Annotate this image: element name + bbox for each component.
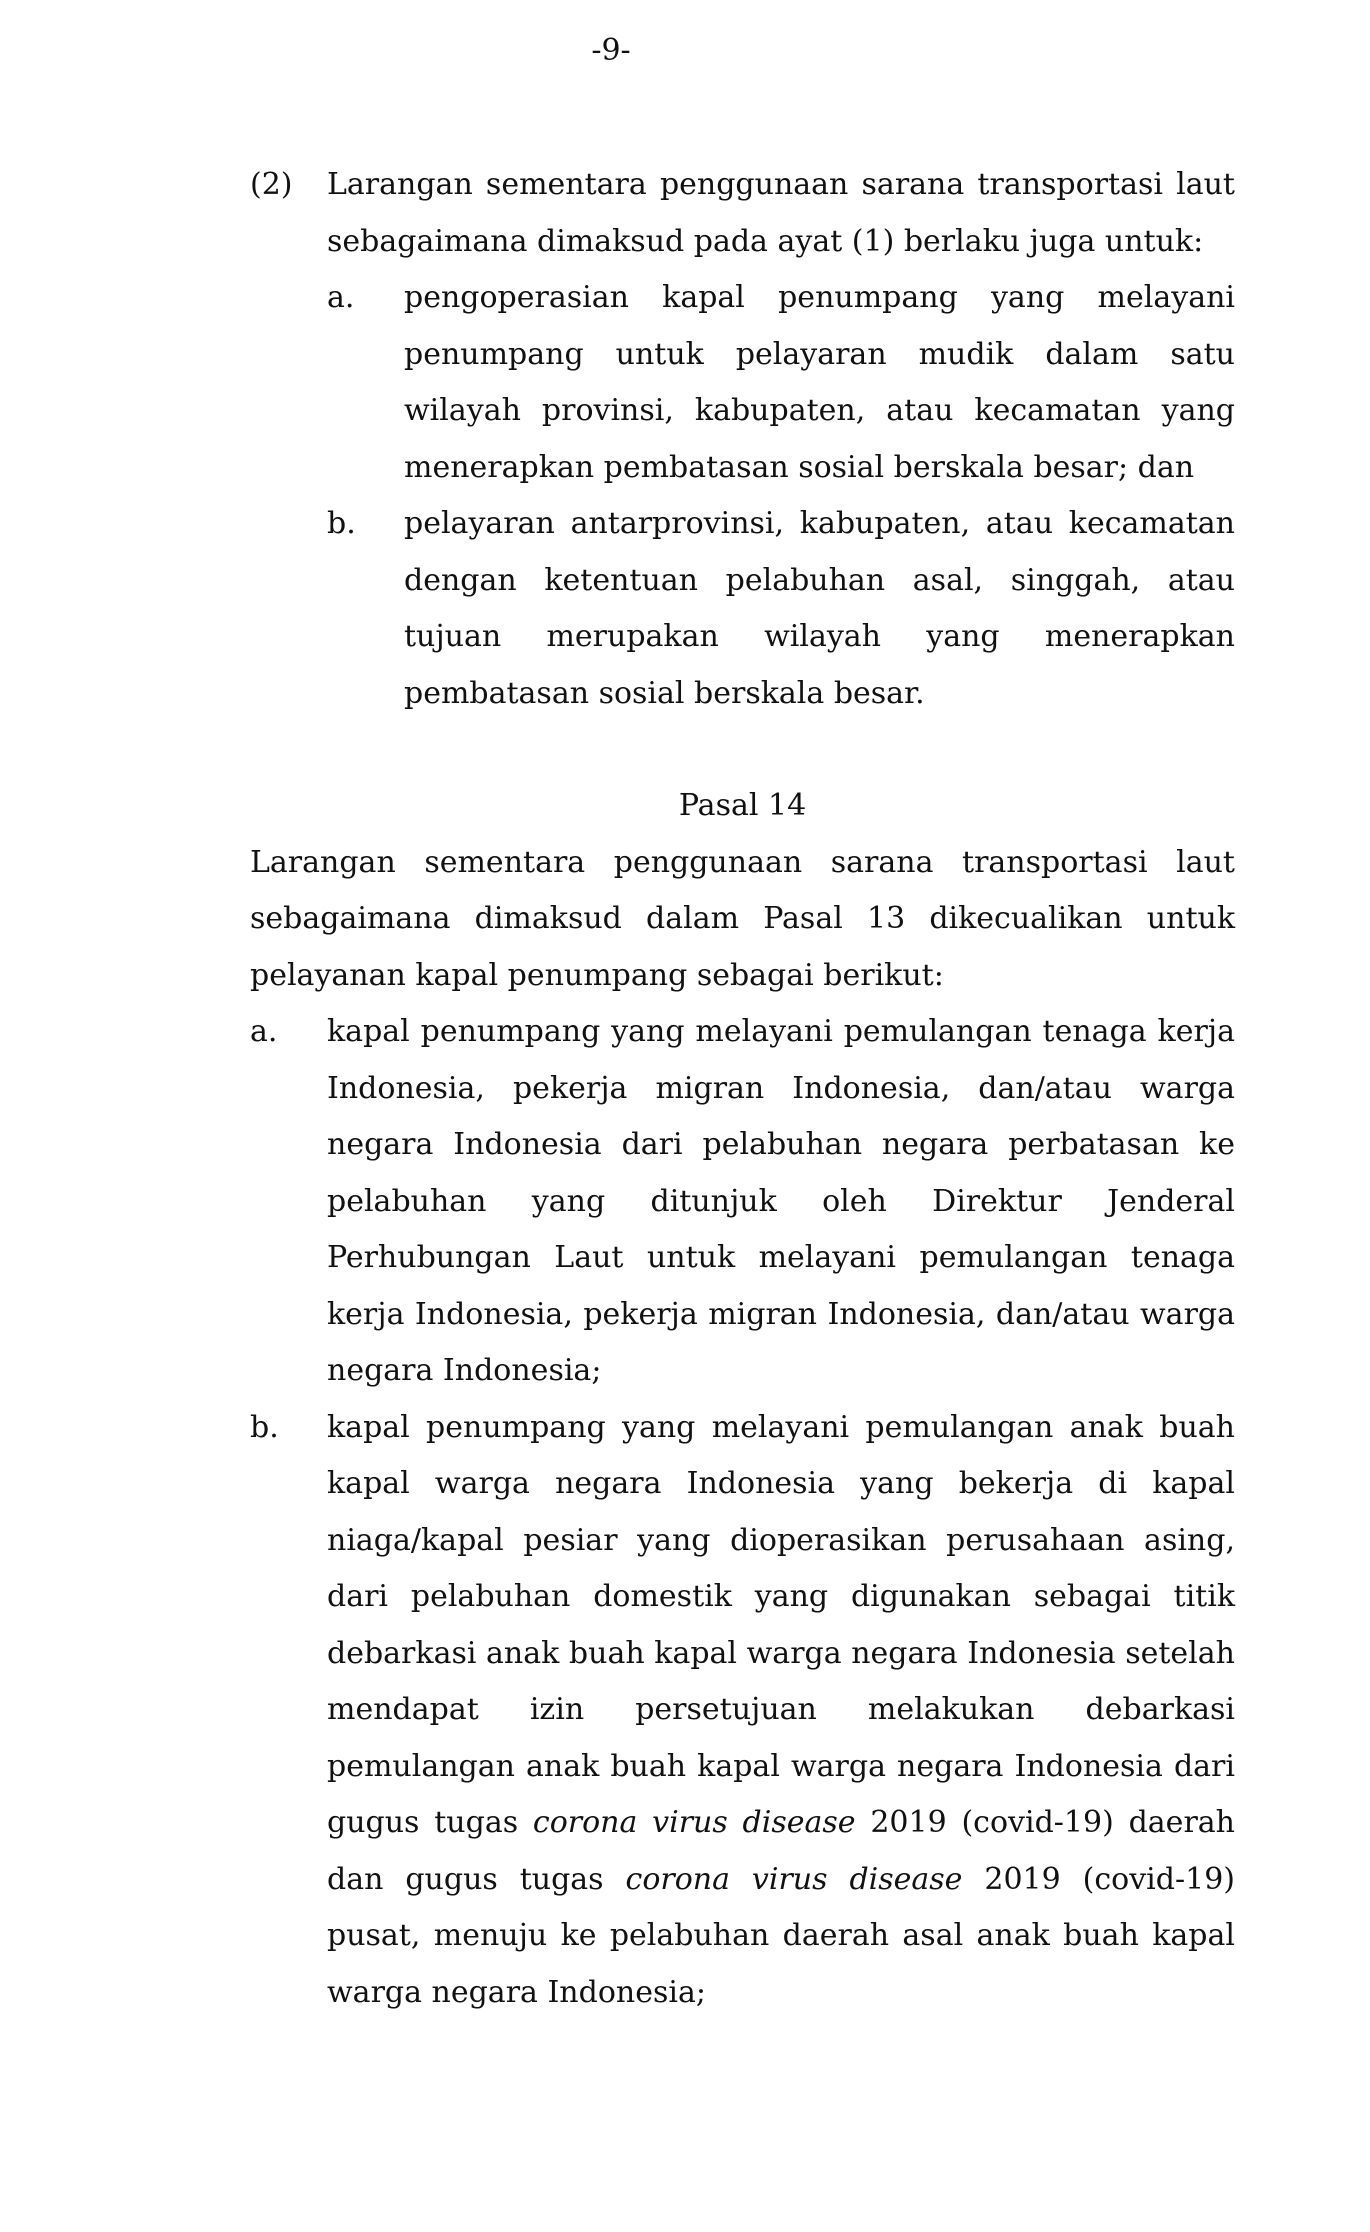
document-body [250, 157, 1235, 2021]
ayat-2-list [327, 270, 1235, 722]
ayat-2-item-b [327, 496, 1235, 722]
ayat-2-item-a-marker: a. [327, 280, 355, 315]
pasal-14-item-a-text: kapal penumpang yang melayani pemulangan tenaga kerja Indonesia, pekerja migran Indonesia, dan/atau warga negara Indonesia dari pelabuhan negara perbatasan ke pelabuhan yang ditunjuk oleh Direktur Jenderal Perhubungan Laut untuk melayani pemulangan tenaga kerja Indonesia, pekerja migran Indonesia, dan/atau warga negara Indonesia; [327, 1014, 1235, 1388]
pasal-14-item-b-text [327, 1400, 1235, 2022]
ayat-2-item-b-text: pelayaran antarprovinsi, kabupaten, atau kecamatan dengan ketentuan pelabuhan asal, singgah, atau tujuan merupakan wilayah yang menerapkan pembatasan sosial berskala besar. [404, 506, 1235, 711]
ayat-2-text: Larangan sementara penggunaan sarana transportasi laut sebagaimana dimaksud pada ayat (1) berlaku juga untuk: [327, 167, 1235, 259]
item-b-italic-1: corona virus disease [532, 1805, 856, 1840]
ayat-2-item-b-marker: b. [327, 506, 356, 541]
ayat-2-item-a-text: pengoperasian kapal penumpang yang melayani penumpang untuk pelayaran mudik dalam satu wilayah provinsi, kabupaten, atau kecamatan yang menerapkan pembatasan sosial berskala besar; dan [404, 280, 1235, 485]
item-b-part-3: 2019 (covid-19) pusat, menuju ke pelabuhan daerah asal anak buah kapal warga negara Indonesia; [327, 1861, 1235, 2010]
pasal-14-item-a-marker: a. [250, 1014, 278, 1049]
ayat-2 [250, 157, 1235, 270]
ayat-2-item-a [327, 270, 1235, 496]
item-b-part-1: kapal penumpang yang melayani pemulangan anak buah kapal warga negara Indonesia yang bekerja di kapal niaga/kapal pesiar yang dioperasikan perusahaan asing, dari pelabuhan domestik yang digunakan sebagai titik debarkasi anak buah kapal warga negara Indonesia setelah mendapat izin persetujuan melakukan debarkasi pemulangan anak buah kapal warga negara Indonesia dari gugus tugas [327, 1409, 1235, 1840]
pasal-14-item-b [250, 1400, 1235, 2022]
ayat-2-marker: (2) [250, 167, 293, 202]
pasal-14-heading: Pasal 14 [678, 788, 807, 823]
item-b-italic-2: corona virus disease [625, 1861, 963, 1897]
pasal-14-intro: Larangan sementara penggunaan sarana transportasi laut sebagaimana dimaksud dalam Pasal 13 dikecualikan untuk pelayanan kapal penumpang sebagai berikut: [250, 844, 1235, 993]
item-b-part-2: 2019 (covid-19) daerah dan gugus tugas [327, 1805, 1235, 1897]
pasal-14-item-b-marker: b. [250, 1409, 279, 1445]
pasal-14-item-a [250, 1004, 1235, 1400]
page-number: -9- [591, 33, 631, 68]
